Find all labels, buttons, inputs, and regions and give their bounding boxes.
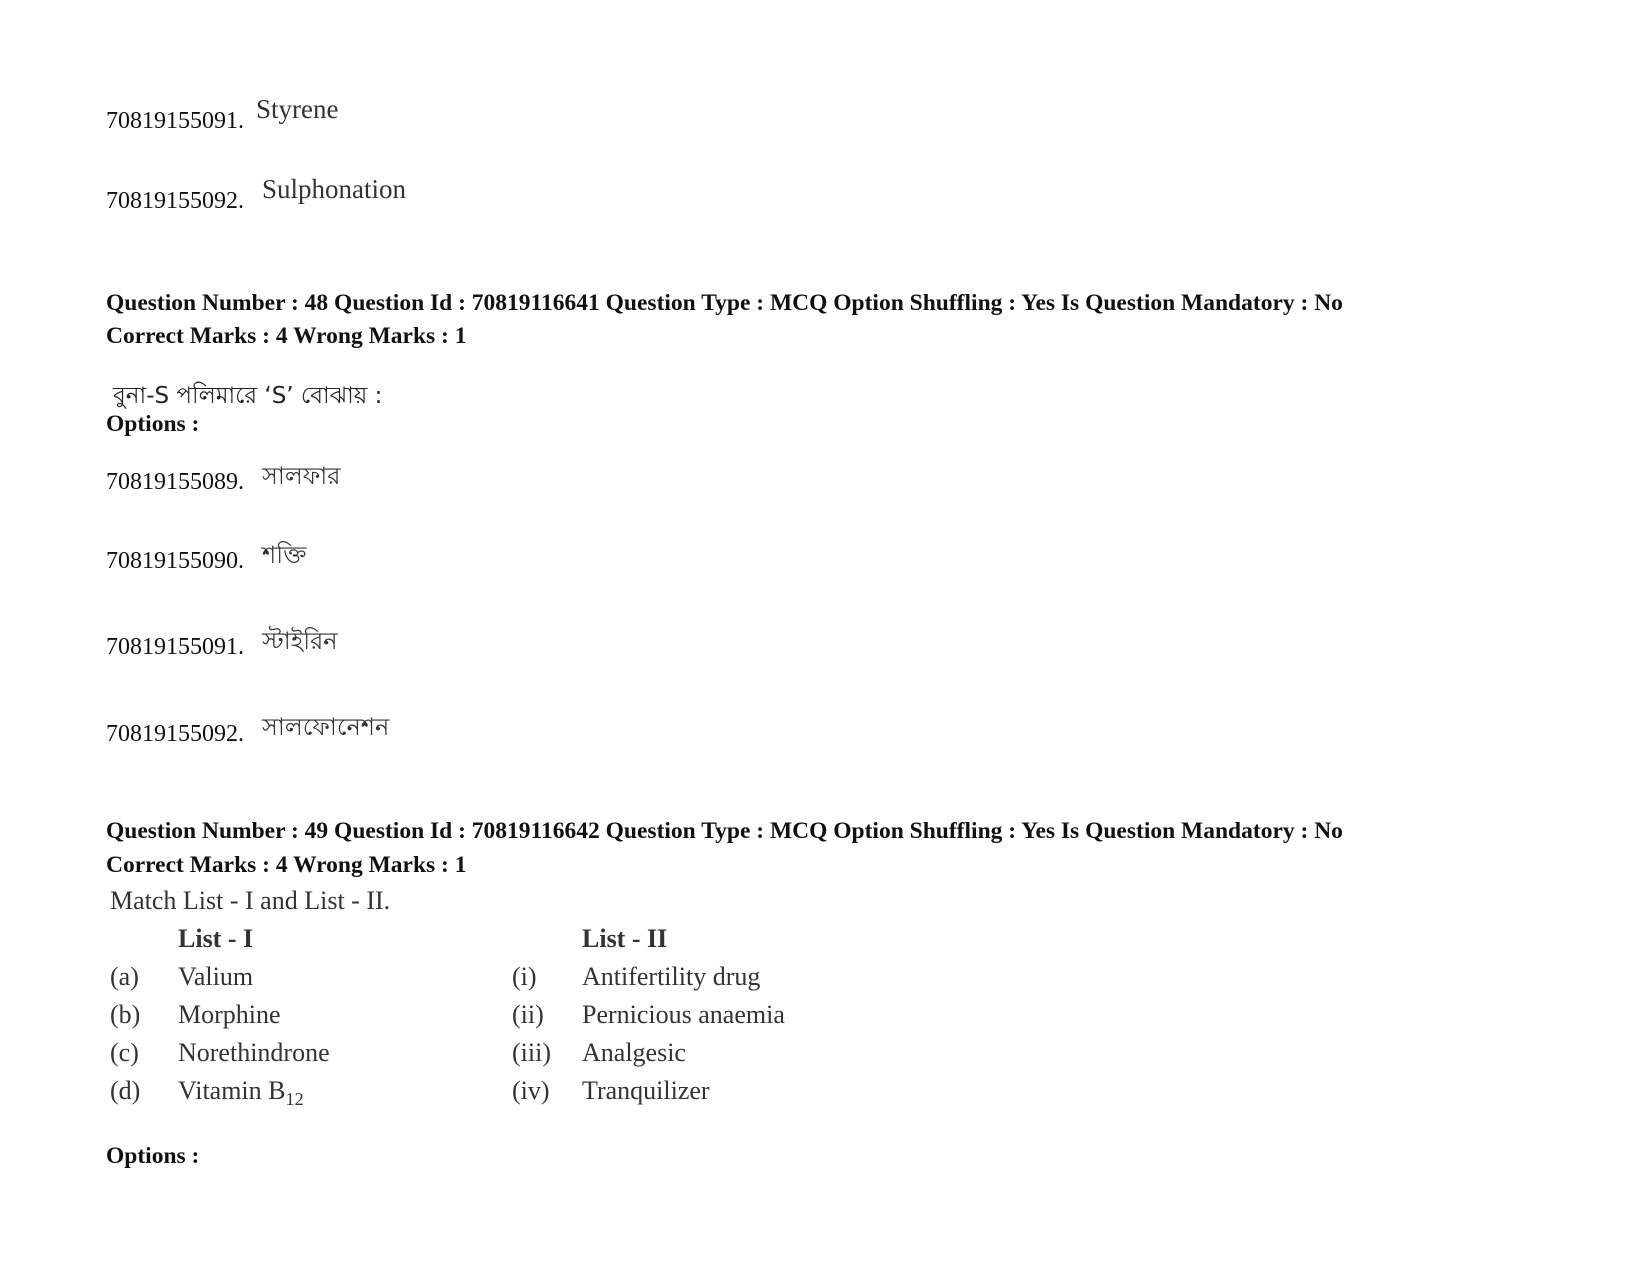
- list2-key: (ii): [512, 1000, 544, 1029]
- list1-value: Norethindrone: [178, 1038, 330, 1067]
- list1-key: (a): [110, 962, 139, 991]
- option-id: 70819155092.: [106, 721, 244, 747]
- marks-line: Correct Marks : 4 Wrong Marks : 1: [106, 323, 467, 349]
- option-text: সালফার: [262, 462, 341, 490]
- list1-value: [178, 1076, 304, 1109]
- option-text: শক্তি: [262, 541, 307, 569]
- option-text: সালফোনেশন: [262, 713, 390, 741]
- list1-title: List - I: [178, 924, 254, 953]
- question-text: Match List - I and List - II.: [110, 886, 391, 915]
- option-id: 70819155092.: [106, 188, 244, 214]
- list2-key: (i): [512, 962, 537, 991]
- option-text: Styrene: [256, 94, 339, 124]
- list2-value: Tranquilizer: [582, 1076, 710, 1105]
- list1-value-text: Vitamin B: [178, 1076, 286, 1105]
- list1-key: (b): [110, 1000, 141, 1029]
- option-text: স্টাইরিন: [262, 627, 338, 655]
- option-id: 70819155089.: [106, 469, 244, 495]
- list1-value: Morphine: [178, 1000, 281, 1029]
- question-header: Question Number : 49 Question Id : 70819116642 Question Type : MCQ Option Shuffling : Yes Is Question Mandatory : No: [106, 818, 1343, 844]
- list1-value: Valium: [178, 962, 254, 991]
- list2-value: Antifertility drug: [582, 962, 761, 991]
- marks-line: Correct Marks : 4 Wrong Marks : 1: [106, 852, 467, 878]
- list2-value: Pernicious anaemia: [582, 1000, 785, 1029]
- option-text: Sulphonation: [262, 174, 407, 204]
- option-id: 70819155091.: [106, 634, 244, 660]
- options-label: Options :: [106, 411, 200, 437]
- question-header: Question Number : 48 Question Id : 70819116641 Question Type : MCQ Option Shuffling : Yes Is Question Mandatory : No: [106, 290, 1343, 316]
- option-id: 70819155091.: [106, 108, 244, 134]
- options-label: Options :: [106, 1143, 200, 1169]
- subscript: 12: [285, 1089, 304, 1109]
- list1-key: (d): [110, 1076, 141, 1105]
- list2-key: (iv): [512, 1076, 550, 1105]
- list2-value: Analgesic: [582, 1038, 686, 1067]
- option-id: 70819155090.: [106, 548, 244, 574]
- question-text: বুনা-S পলিমারে ‘S’ বোঝায় :: [113, 383, 383, 409]
- list1-key: (c): [110, 1038, 139, 1067]
- list2-title: List - II: [582, 924, 668, 953]
- list2-key: (iii): [512, 1038, 551, 1067]
